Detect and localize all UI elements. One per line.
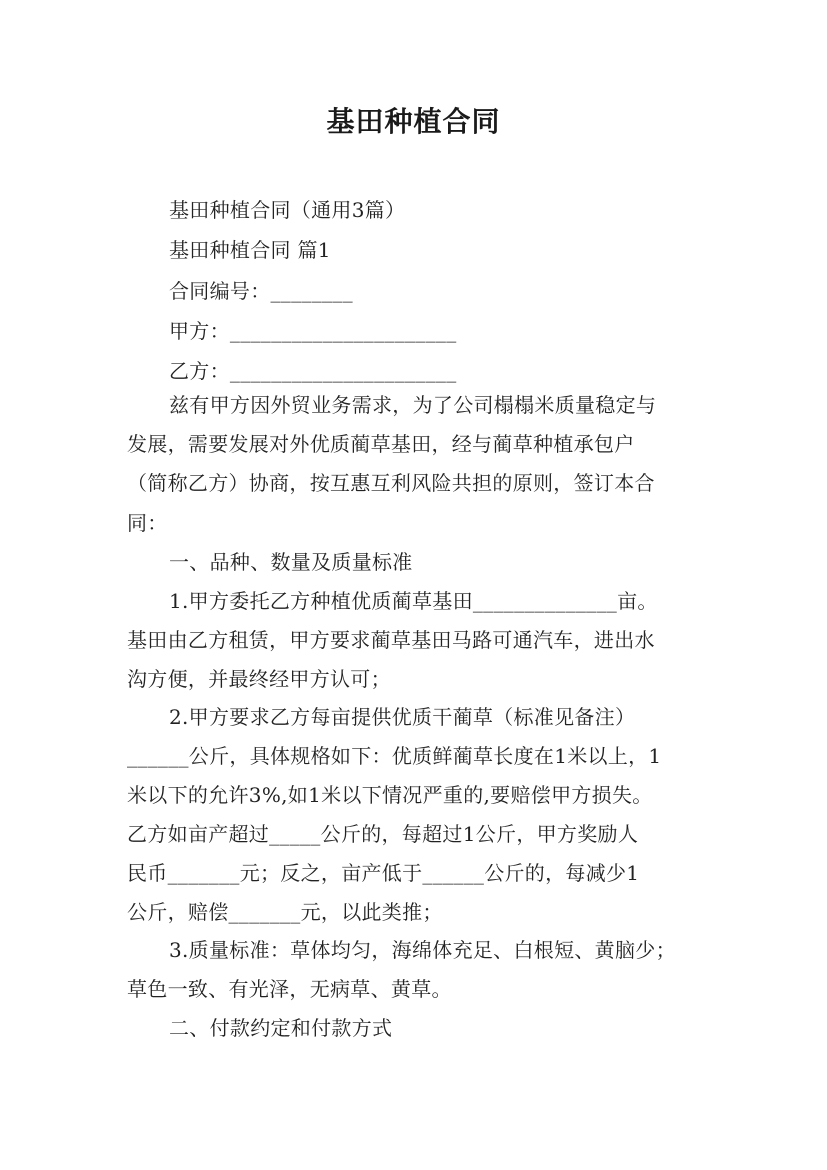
- section-heading-line: 基田种植合同 篇1: [169, 238, 331, 262]
- body-line: 同：: [127, 511, 168, 535]
- subtitle-line: 基田种植合同（通用3篇）: [169, 198, 406, 222]
- body-line: 乙方如亩产超过_____公斤的，每超过1公斤，甲方奖励人: [127, 822, 639, 846]
- clause-heading: 一、品种、数量及质量标准: [169, 550, 413, 574]
- body-line: 草色一致、有光泽，无病草、黄草。: [127, 977, 452, 1001]
- body-line: 民币_______元；反之，亩产低于______公斤的，每减少1: [127, 861, 640, 885]
- body-line: 米以下的允许3%,如1米以下情况严重的,要赔偿甲方损失。: [127, 783, 653, 807]
- body-line: 发展，需要发展对外优质蔺草基田，经与蔺草种植承包户: [127, 432, 635, 456]
- contract-number-line: 合同编号：________: [169, 279, 353, 303]
- body-line: 沟方便，并最终经甲方认可；: [127, 667, 391, 691]
- body-line: 公斤，赔偿_______元，以此类推；: [127, 900, 443, 924]
- body-line: 1.甲方委托乙方种植优质蔺草基田______________亩。: [169, 589, 658, 613]
- party-b-line: 乙方：______________________: [169, 359, 457, 383]
- body-line: 2.甲方要求乙方每亩提供优质干蔺草（标准见备注）: [169, 705, 636, 729]
- body-line: 3.质量标准：草体均匀，海绵体充足、白根短、黄脑少；: [169, 938, 676, 962]
- document-title: 基田种植合同: [326, 105, 501, 138]
- body-line: ______公斤，具体规格如下：优质鲜蔺草长度在1米以上，1: [127, 744, 662, 768]
- body-line: 兹有甲方因外贸业务需求，为了公司榻榻米质量稳定与: [169, 393, 657, 417]
- body-line: （简称乙方）协商，按互惠互利风险共担的原则，签订本合: [127, 471, 655, 495]
- body-line: 基田由乙方租赁，甲方要求蔺草基田马路可通汽车，进出水: [127, 628, 655, 652]
- party-a-line: 甲方：______________________: [169, 319, 457, 343]
- clause-heading: 二、付款约定和付款方式: [169, 1016, 393, 1040]
